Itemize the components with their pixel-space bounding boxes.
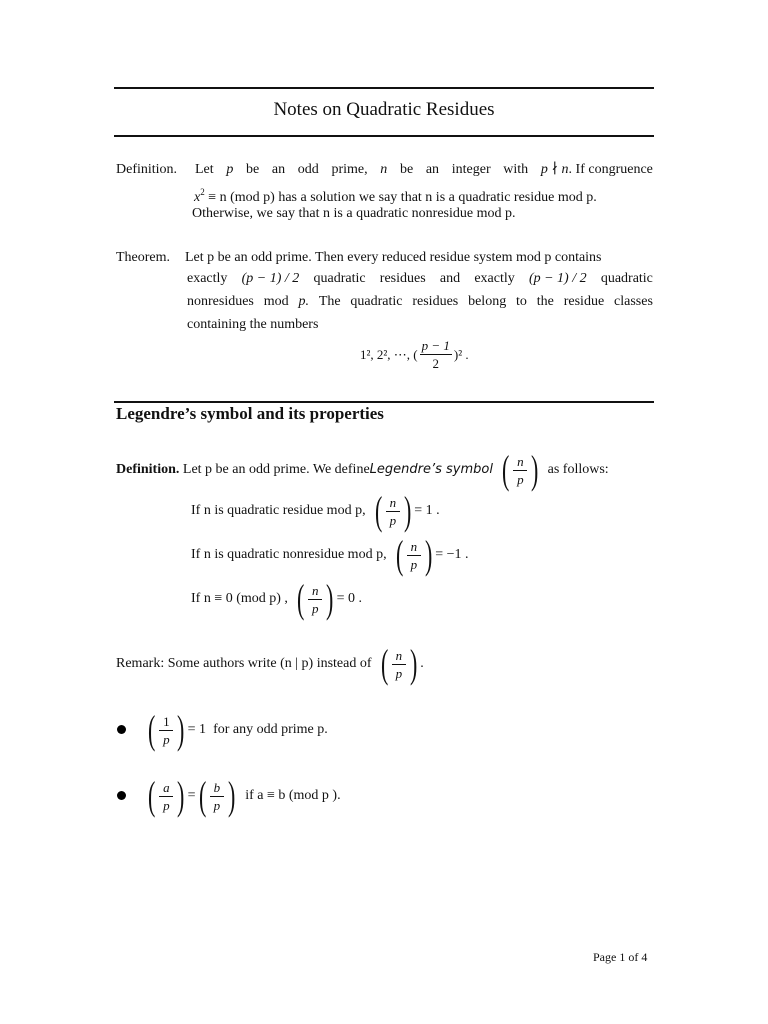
bullet-icon — [117, 725, 126, 734]
legendre-symbol: ( $\frac{n}{p}$ ) — [501, 447, 539, 492]
definition-line-2: $x^2 \equiv n$ (mod p) has a solution we say that n is a quadratic residue mod p. — [194, 187, 597, 205]
page-title: Notes on Quadratic Residues — [273, 99, 495, 120]
theorem-label: Theorem. — [116, 250, 171, 265]
section-rule — [114, 401, 654, 403]
legendre-definition: Definition. Let p be an odd prime. We define Legendre’s symbol ( $\frac{n}{p}$ ) as follows: — [116, 447, 609, 492]
property-congruence: ( $\frac{a}{p}$ ) = ( $\frac{b}{p}$ ) if a ≡ b (mod p ). — [147, 773, 341, 818]
title-bottom-rule — [114, 135, 654, 137]
theorem-line-4: containing the numbers — [187, 317, 319, 332]
bullet-icon — [117, 791, 126, 800]
section-heading: Legendre’s symbol and its properties — [116, 404, 384, 423]
case-nonresidue: If n is quadratic nonresidue mod p, ( $\frac{n}{p}$ ) = −1 . — [191, 532, 469, 577]
residue-formula: 1², 2², ⋯, ( $\frac{p - 1}{2}$ )² . — [360, 338, 469, 371]
definition-label: Definition. — [116, 162, 178, 177]
definition-line-3: Otherwise, we say that n is a quadratic nonresidue mod p. — [192, 206, 516, 221]
theorem-line-3: nonresidues mod p. The quadratic residues belong to the residue classes — [187, 294, 653, 309]
top-rule — [114, 87, 654, 89]
definition-line-1: Let p be an odd prime, n be an integer with p ∤ n. If congruence — [195, 162, 653, 177]
remark: Remark: Some authors write (n | p) instead of ( $\frac{n}{p}$ ) . — [116, 641, 424, 686]
case-zero: If n ≡ 0 (mod p) , ( $\frac{n}{p}$ ) = 0 . — [191, 576, 362, 621]
definition-label: Definition. — [116, 462, 180, 477]
theorem-line-1: Let p be an odd prime. Then every reduced residue system mod p contains — [185, 250, 602, 265]
page-number: Page 1 of 4 — [593, 950, 648, 964]
case-residue: If n is quadratic residue mod p, ( $\frac{n}{p}$ ) = 1 . — [191, 488, 440, 533]
property-one: ( $\frac{1}{p}$ ) = 1 for any odd prime p. — [147, 707, 328, 752]
theorem-line-2: exactly (p − 1) / 2 quadratic residues and exactly (p − 1) / 2 quadratic — [187, 271, 653, 286]
